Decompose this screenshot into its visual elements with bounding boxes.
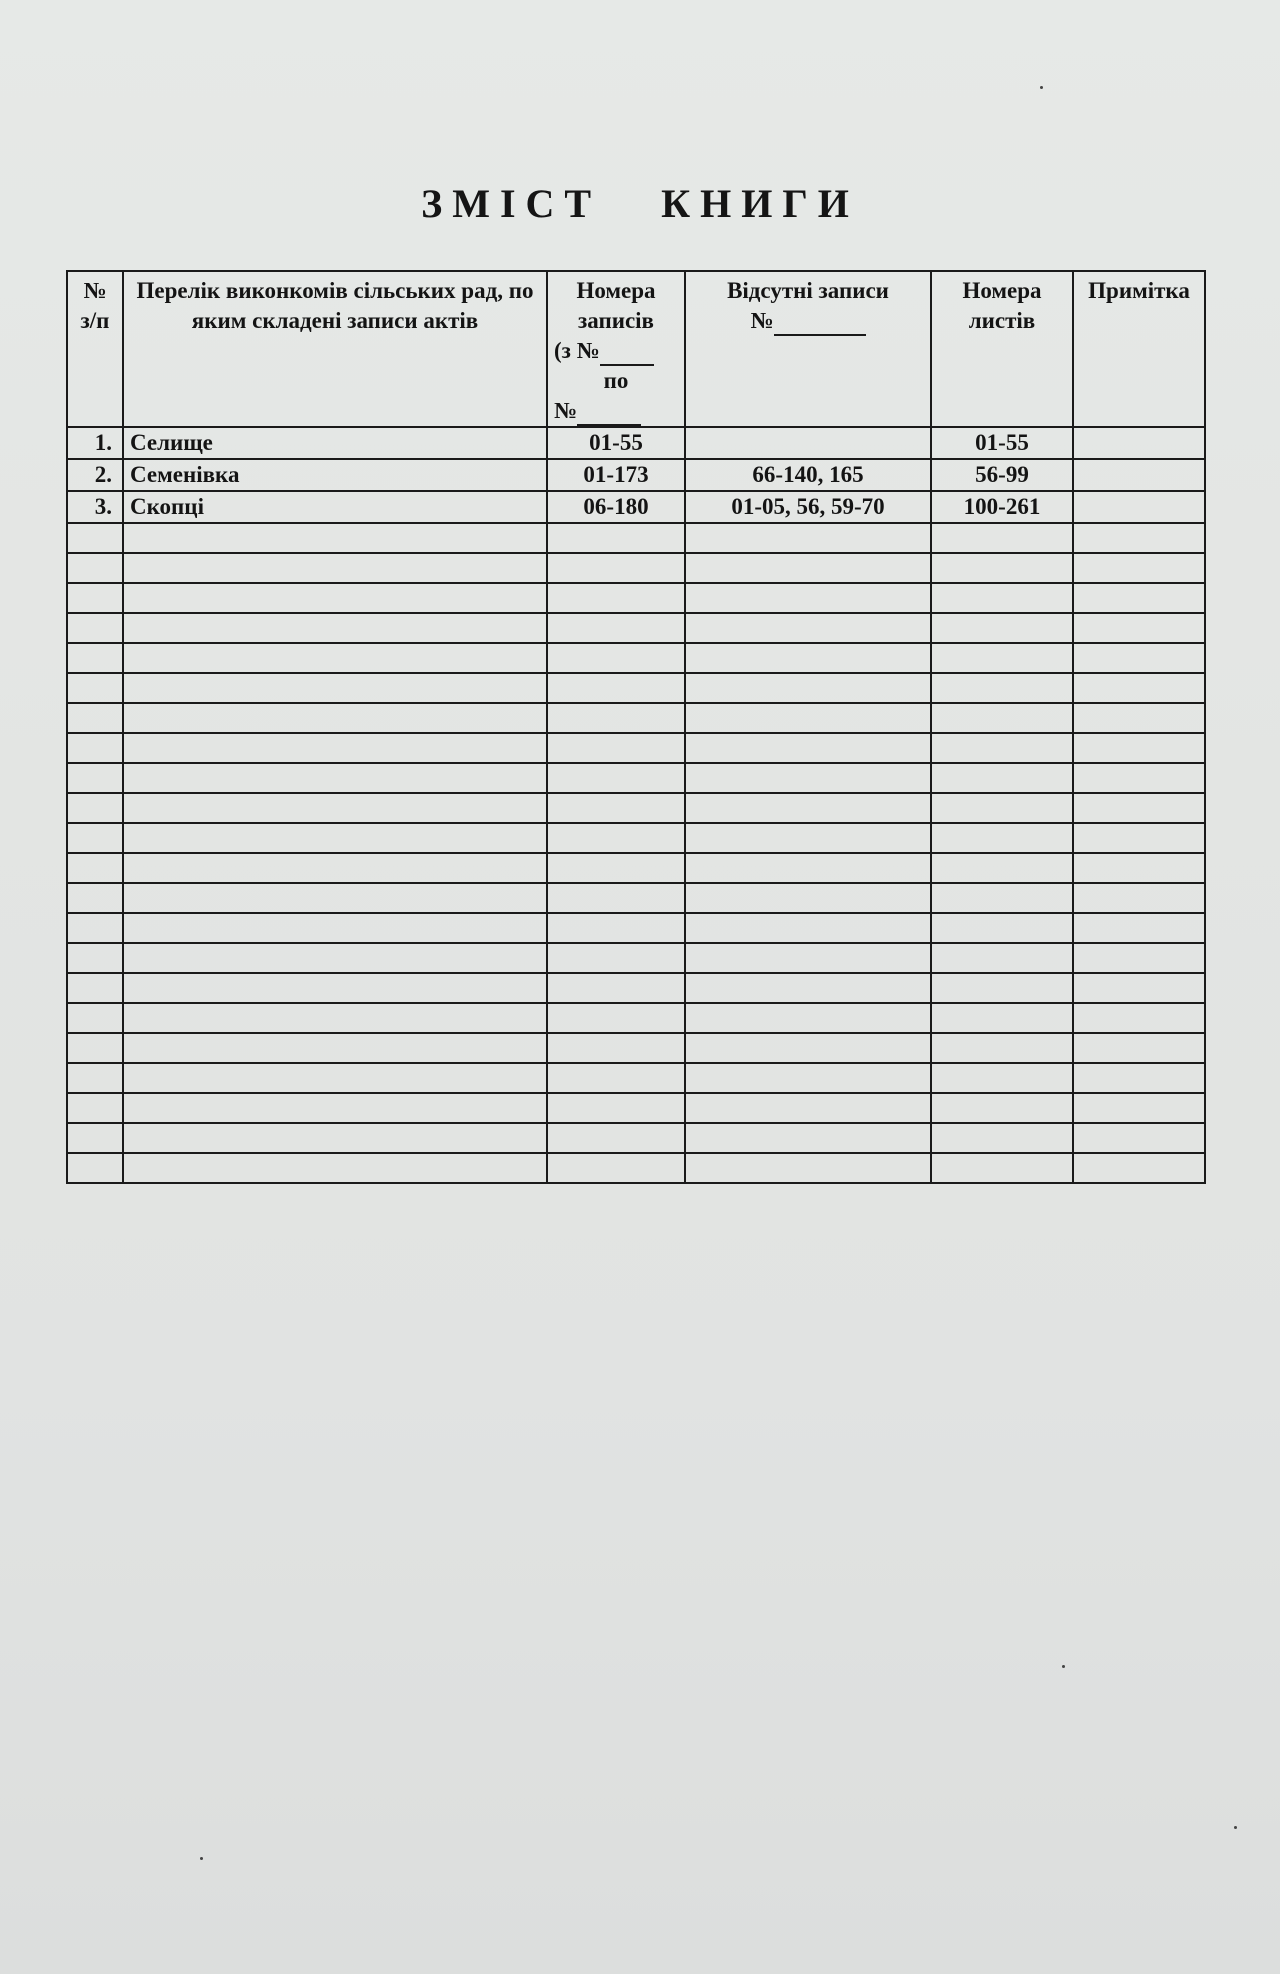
empty-table-row <box>67 913 1205 943</box>
empty-cell <box>685 1093 931 1123</box>
empty-table-row <box>67 793 1205 823</box>
empty-cell <box>547 1123 685 1153</box>
empty-cell <box>67 883 123 913</box>
row-sheets: 100-261 <box>931 491 1073 523</box>
empty-cell <box>547 943 685 973</box>
row-note <box>1073 459 1205 491</box>
empty-cell <box>1073 703 1205 733</box>
empty-table-row <box>67 1093 1205 1123</box>
empty-cell <box>685 943 931 973</box>
empty-cell <box>123 583 547 613</box>
table-row <box>67 459 1205 491</box>
empty-cell <box>123 1003 547 1033</box>
empty-cell <box>67 703 123 733</box>
empty-cell <box>1073 883 1205 913</box>
empty-cell <box>547 643 685 673</box>
empty-cell <box>931 523 1073 553</box>
empty-cell <box>1073 673 1205 703</box>
empty-table-row <box>67 523 1205 553</box>
paper-speck <box>1234 1826 1237 1829</box>
row-missing <box>685 427 931 459</box>
blank-line <box>774 312 866 336</box>
header-record-numbers <box>547 271 685 427</box>
empty-cell <box>67 853 123 883</box>
table-row <box>67 427 1205 459</box>
paper-speck <box>1062 1665 1065 1668</box>
empty-cell <box>67 733 123 763</box>
empty-cell <box>123 553 547 583</box>
empty-table-row <box>67 703 1205 733</box>
empty-cell <box>685 613 931 643</box>
empty-cell <box>685 883 931 913</box>
empty-table-row <box>67 883 1205 913</box>
empty-cell <box>1073 1153 1205 1183</box>
empty-cell <box>123 613 547 643</box>
row-number: 2. <box>67 459 123 491</box>
empty-cell <box>67 793 123 823</box>
empty-cell <box>685 673 931 703</box>
empty-cell <box>123 793 547 823</box>
row-missing: 66-140, 165 <box>685 459 931 491</box>
empty-cell <box>1073 643 1205 673</box>
empty-cell <box>123 703 547 733</box>
empty-table-row <box>67 823 1205 853</box>
empty-cell <box>931 1063 1073 1093</box>
empty-cell <box>931 823 1073 853</box>
empty-cell <box>931 943 1073 973</box>
empty-table-row <box>67 1033 1205 1063</box>
empty-table-row <box>67 583 1205 613</box>
empty-cell <box>547 793 685 823</box>
empty-cell <box>67 763 123 793</box>
empty-cell <box>67 1003 123 1033</box>
empty-cell <box>685 793 931 823</box>
table-body <box>67 427 1205 1183</box>
row-council-name: Селище <box>123 427 547 459</box>
empty-cell <box>123 1063 547 1093</box>
empty-cell <box>123 883 547 913</box>
empty-cell <box>123 643 547 673</box>
empty-cell <box>685 523 931 553</box>
empty-cell <box>931 553 1073 583</box>
empty-cell <box>931 1153 1073 1183</box>
row-council-name: Скопці <box>123 491 547 523</box>
empty-cell <box>1073 943 1205 973</box>
empty-cell <box>685 553 931 583</box>
empty-cell <box>931 853 1073 883</box>
empty-cell <box>67 973 123 1003</box>
empty-cell <box>931 673 1073 703</box>
empty-cell <box>67 643 123 673</box>
empty-cell <box>547 913 685 943</box>
empty-table-row <box>67 943 1205 973</box>
empty-cell <box>123 913 547 943</box>
empty-cell <box>1073 583 1205 613</box>
empty-table-row <box>67 733 1205 763</box>
empty-cell <box>67 553 123 583</box>
empty-cell <box>123 943 547 973</box>
empty-cell <box>123 763 547 793</box>
empty-table-row <box>67 643 1205 673</box>
empty-cell <box>685 1123 931 1153</box>
empty-cell <box>123 523 547 553</box>
empty-cell <box>67 673 123 703</box>
empty-cell <box>685 853 931 883</box>
blank-line <box>577 402 641 426</box>
empty-cell <box>931 583 1073 613</box>
empty-cell <box>685 1153 931 1183</box>
table-header-row <box>67 271 1205 427</box>
row-missing: 01-05, 56, 59-70 <box>685 491 931 523</box>
empty-table-row <box>67 553 1205 583</box>
empty-cell <box>931 763 1073 793</box>
empty-cell <box>685 973 931 1003</box>
empty-cell <box>67 1093 123 1123</box>
empty-cell <box>1073 763 1205 793</box>
empty-cell <box>547 823 685 853</box>
row-number: 1. <box>67 427 123 459</box>
empty-cell <box>67 913 123 943</box>
empty-table-row <box>67 673 1205 703</box>
empty-cell <box>931 733 1073 763</box>
empty-cell <box>685 913 931 943</box>
empty-cell <box>123 1093 547 1123</box>
empty-cell <box>123 853 547 883</box>
empty-cell <box>67 523 123 553</box>
empty-cell <box>1073 1063 1205 1093</box>
empty-cell <box>931 973 1073 1003</box>
empty-cell <box>1073 1033 1205 1063</box>
empty-cell <box>67 613 123 643</box>
empty-cell <box>547 673 685 703</box>
empty-cell <box>547 553 685 583</box>
empty-cell <box>1073 553 1205 583</box>
empty-cell <box>1073 1123 1205 1153</box>
empty-cell <box>931 1123 1073 1153</box>
empty-cell <box>547 613 685 643</box>
empty-table-row <box>67 1063 1205 1093</box>
empty-cell <box>67 943 123 973</box>
header-record-to: по <box>603 368 629 393</box>
header-missing-records <box>685 271 931 427</box>
empty-cell <box>547 1033 685 1063</box>
row-number: 3. <box>67 491 123 523</box>
empty-table-row <box>67 1003 1205 1033</box>
empty-cell <box>547 763 685 793</box>
empty-table-row <box>67 763 1205 793</box>
empty-cell <box>685 733 931 763</box>
empty-cell <box>123 733 547 763</box>
empty-cell <box>547 853 685 883</box>
empty-cell <box>67 1123 123 1153</box>
empty-cell <box>1073 823 1205 853</box>
empty-cell <box>931 1033 1073 1063</box>
empty-cell <box>685 583 931 613</box>
header-record-to-no: № <box>554 396 678 426</box>
empty-cell <box>547 1003 685 1033</box>
header-number: № з/п <box>67 271 123 427</box>
empty-cell <box>123 1123 547 1153</box>
empty-cell <box>931 883 1073 913</box>
empty-table-row <box>67 973 1205 1003</box>
empty-cell <box>1073 733 1205 763</box>
empty-cell <box>547 1153 685 1183</box>
row-note <box>1073 427 1205 459</box>
empty-cell <box>67 1153 123 1183</box>
empty-table-row <box>67 1153 1205 1183</box>
empty-cell <box>685 823 931 853</box>
header-council-list: Перелік виконкомів сільських рад, по яким складені записи актів <box>123 271 547 427</box>
empty-cell <box>1073 973 1205 1003</box>
row-sheets: 56-99 <box>931 459 1073 491</box>
paper-speck <box>200 1857 203 1860</box>
empty-cell <box>67 1063 123 1093</box>
empty-cell <box>1073 913 1205 943</box>
blank-line <box>600 342 654 366</box>
empty-cell <box>685 703 931 733</box>
header-missing-no: № <box>692 306 924 336</box>
empty-cell <box>685 1033 931 1063</box>
empty-cell <box>1073 1003 1205 1033</box>
empty-cell <box>67 1033 123 1063</box>
empty-cell <box>1073 613 1205 643</box>
empty-cell <box>123 973 547 1003</box>
empty-table-row <box>67 613 1205 643</box>
empty-cell <box>547 583 685 613</box>
empty-cell <box>1073 1093 1205 1123</box>
header-record-numbers-label: Номера записів <box>576 278 656 333</box>
contents-table <box>66 270 1206 1184</box>
empty-cell <box>547 883 685 913</box>
empty-cell <box>123 1153 547 1183</box>
empty-cell <box>685 763 931 793</box>
row-note <box>1073 491 1205 523</box>
header-sheet-numbers: Номера листів <box>931 271 1073 427</box>
empty-cell <box>931 793 1073 823</box>
row-council-name: Семенівка <box>123 459 547 491</box>
empty-cell <box>547 973 685 1003</box>
empty-cell <box>685 1063 931 1093</box>
empty-cell <box>547 1093 685 1123</box>
empty-cell <box>67 583 123 613</box>
empty-cell <box>931 913 1073 943</box>
page-title: ЗМІСТ КНИГИ <box>421 181 859 226</box>
header-note: Примітка <box>1073 271 1205 427</box>
empty-cell <box>123 673 547 703</box>
empty-cell <box>931 703 1073 733</box>
row-records: 06-180 <box>547 491 685 523</box>
row-sheets: 01-55 <box>931 427 1073 459</box>
empty-table-row <box>67 853 1205 883</box>
empty-cell <box>931 643 1073 673</box>
empty-cell <box>547 523 685 553</box>
table-row <box>67 491 1205 523</box>
paper-speck <box>1040 86 1043 89</box>
empty-cell <box>547 703 685 733</box>
header-missing-label: Відсутні записи <box>727 278 889 303</box>
empty-table-row <box>67 1123 1205 1153</box>
empty-cell <box>547 1063 685 1093</box>
header-record-from: (з № <box>554 336 678 366</box>
empty-cell <box>1073 793 1205 823</box>
empty-cell <box>1073 523 1205 553</box>
empty-cell <box>931 613 1073 643</box>
empty-cell <box>123 823 547 853</box>
empty-cell <box>685 643 931 673</box>
empty-cell <box>123 1033 547 1063</box>
empty-cell <box>685 1003 931 1033</box>
row-records: 01-55 <box>547 427 685 459</box>
empty-cell <box>931 1093 1073 1123</box>
row-records: 01-173 <box>547 459 685 491</box>
empty-cell <box>1073 853 1205 883</box>
empty-cell <box>547 733 685 763</box>
empty-cell <box>931 1003 1073 1033</box>
empty-cell <box>67 823 123 853</box>
